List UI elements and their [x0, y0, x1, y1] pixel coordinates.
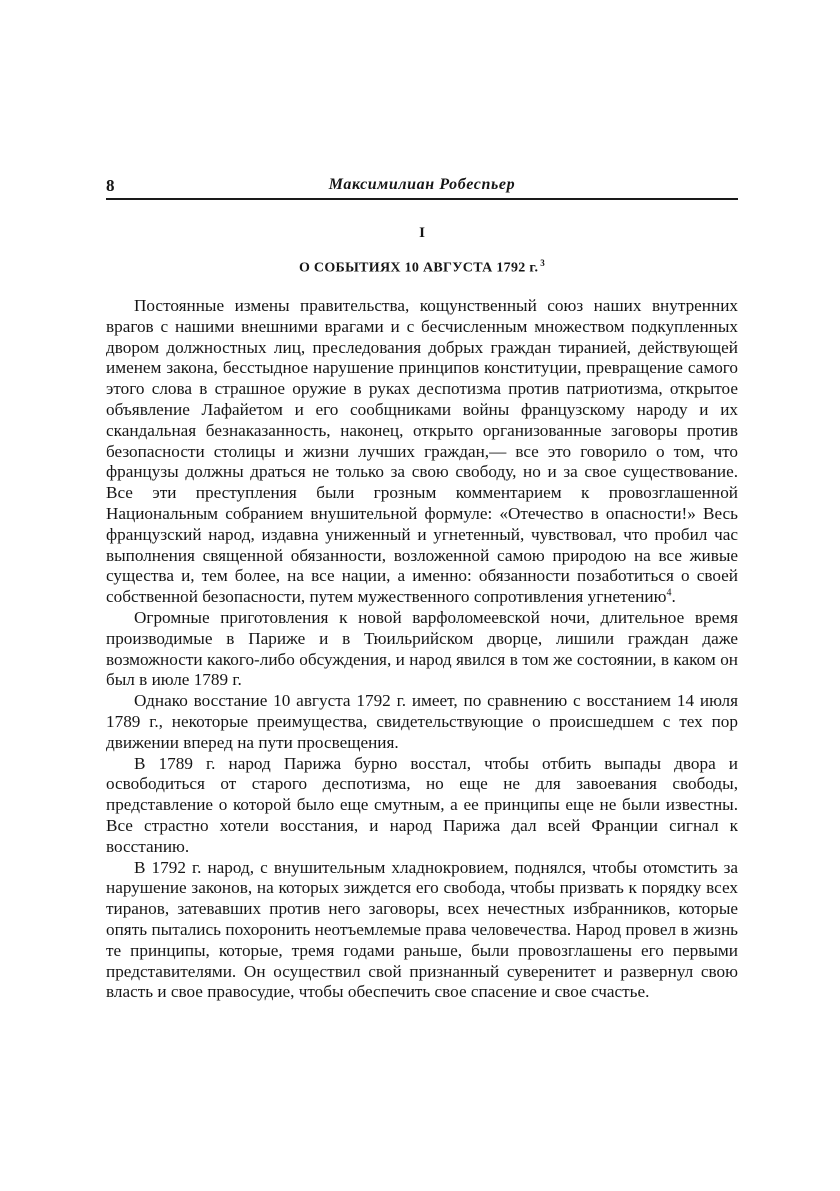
- page-header: [106, 176, 738, 200]
- paragraph-text: Постоянные измены правительства, кощунственный союз наших внутренних врагов с нашими внешними врагами и с бесчисленным множеством подкупленных двором должностных лиц, преследования добрых граждан тиранией, действующей именем закона, бесстыдное нарушение принципов конституции, превращение самого этого слова в страшное оружие в руках деспотизма против патриотизма, открытое объявление Лафайетом и его сообщниками войны французскому народу и их скандальная безнаказанность, наконец, открыто организованные заговоры против безопасности столицы и жизни лучших граждан,— все это говорило о том, что французы должны драться не только за свою свободу, но и за свое существование. Все эти преступления были грозным комментарием к провозглашенной Национальным собранием внушительной формуле: «Отечество в опасности!» Весь французский народ, издавна униженный и угнетенный, чувствовал, что пробил час выполнения священной обязанности, возложенной самою природою на все живые существа и, тем более, на все нации, а именно: обязанности позаботиться о своей собственной безопасности, путем мужественного сопротивления угнетению: [106, 296, 738, 607]
- running-head: Максимилиан Робеспьер: [328, 176, 516, 193]
- paragraph: Постоянные измены правительства, кощунственный союз наших внутренних врагов с нашими внешними врагами и с бесчисленным множеством подкупленных двором должностных лиц, преследования добрых граждан тиранией, действующей именем закона, бесстыдное нарушение принципов конституции, превращение самого этого слова в страшное оружие в руках деспотизма против патриотизма, открытое объявление Лафайетом и его сообщниками войны французскому народу и их скандальная безнаказанность, наконец, открыто организованные заговоры против безопасности столицы и жизни лучших граждан,— все это говорило о том, что французы должны драться не только за свою свободу, но и за свое существование. Все эти преступления были грозным комментарием к провозглашенной Национальным собранием внушительной формуле: «Отечество в опасности!» Весь французский народ, издавна униженный и угнетенный, чувствовал, что пробил час выполнения священной обязанности, возложенной самою природою на все живые существа и, тем более, на все нации, а именно: обязанности позаботиться о своей собственной безопасности, путем мужественного сопротивления угнетению$^4$.: [106, 296, 738, 607]
- body-text: [106, 296, 738, 1003]
- footnote-ref: 3: [540, 258, 546, 268]
- paragraph: Однако восстание 10 августа 1792 г. имеет, по сравнению с восстанием 14 июля 1789 г., некоторые преимущества, свидетельствующие о происшедшем с тех пор движении вперед на пути просвещения.: [106, 691, 738, 752]
- section-number: I: [419, 225, 425, 241]
- footnote-ref: 4: [666, 587, 672, 599]
- paragraph: Огромные приготовления к новой варфоломеевской ночи, длительное время производимые в Париже и в Тюильрийском дворце, лишили граждан даже возможности какого-либо обсуждения, и народ явился в том же состоянии, в каком он был в июле 1789 г.: [106, 607, 738, 690]
- section-title-text: О СОБЫТИЯХ 10 АВГУСТА 1792 г.: [298, 260, 539, 276]
- section-title: [106, 258, 738, 277]
- paragraph: В 1792 г. народ, с внушительным хладнокровием, поднялся, чтобы отомстить за нарушение законов, на которых зиждется его свобода, чтобы призвать к порядку всех тиранов, затевавших против него заговоры, всех нечестных избранников, которые опять пытались похоронить неотъемлемые права человечества. Народ провел в жизнь те принципы, которые, тремя годами раньше, были провозглашены его первыми представителями. Он осуществил свой признанный суверенитет и развернул свою власть и свое правосудие, чтобы обеспечить свое спасение и свое счастье.: [106, 857, 738, 1002]
- page-number: 8: [106, 176, 115, 195]
- paragraph: В 1789 г. народ Парижа бурно восстал, чтобы отбить выпады двора и освободиться от старого деспотизма, но еще не для завоевания свободы, представление о которой было еще смутным, а ее принципы еще не были известны. Все страстно хотели восстания, и народ Парижа дал всей Франции сигнал к восстанию.: [106, 753, 738, 856]
